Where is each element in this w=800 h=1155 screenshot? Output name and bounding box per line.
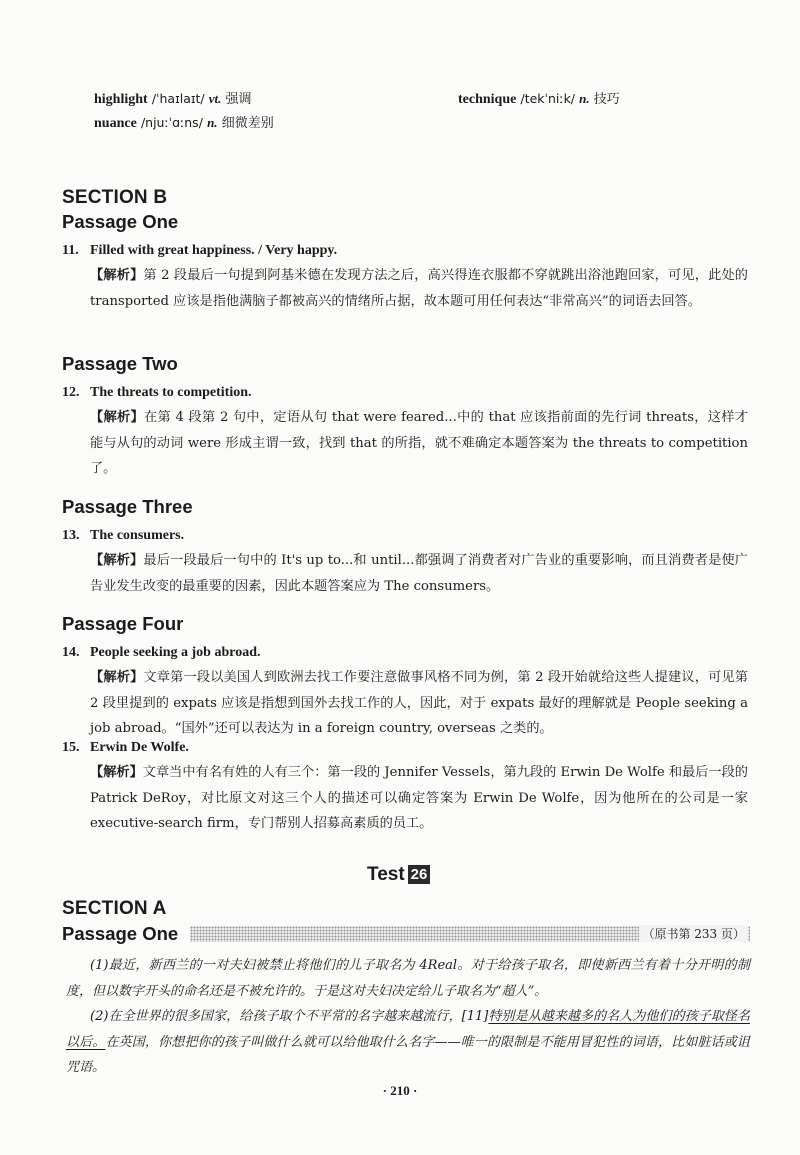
passage-title: Passage Two	[62, 353, 178, 374]
question-number: 11.	[62, 243, 79, 258]
analysis-tag: 【解析】	[90, 670, 144, 685]
reading-paragraph	[66, 1004, 750, 1081]
explanation	[90, 665, 748, 742]
vocab-entry	[94, 112, 274, 132]
reading-paragraph: (1)最近，新西兰的一对夫妇被禁止将他们的儿子取名为 4Real。对于给孩子取名，即使新西兰有着十分开明的制度，但以数字开头的命名还是不被允许的。于是这对夫妇决定给儿子取名为“超人”。	[66, 958, 750, 999]
analysis-tag: 【解析】	[90, 268, 144, 283]
vocab-word: nuance	[94, 116, 137, 131]
passage-title: Passage One	[62, 923, 179, 944]
explanation-text: 文章第一段以美国人到欧洲去找工作要注意做事风格不同为例，第 2 段开始就给这些人提建议，可见第 2 段里提到的 expats 应该是指想到国外去找工作的人，因此，对于 expats 最好的理解就是 People seeking a job abroad。“国外”还可以表达为 in a foreign country, overseas 之类的。	[90, 670, 748, 736]
explanation	[90, 548, 748, 599]
vocab-word: highlight	[94, 92, 148, 107]
question-answer	[62, 740, 189, 756]
question-number: 12.	[62, 385, 80, 400]
explanation-text: 第 2 段最后一句提到阿基米德在发现方法之后，高兴得连衣服都不穿就跳出浴池跑回家，可见，此处的 transported 应该是指他满脑子都被高兴的情绪所占据，故本题可用任何表达“非常高兴”的词语去回答。	[90, 268, 748, 309]
paragraph-text: 在英国，你想把你的孩子叫做什么就可以给他取什么名字——唯一的限制是不能用冒犯性的词语，比如脏话或诅咒语。	[66, 1034, 750, 1075]
test-number: 26	[408, 865, 431, 884]
vocab-meaning: 强调	[225, 92, 252, 107]
vocab-pos: n.	[207, 115, 218, 130]
question-answer	[62, 385, 252, 401]
test-heading	[367, 864, 430, 886]
question-answer	[62, 645, 260, 661]
explanation	[90, 405, 748, 482]
test-label: Test	[367, 864, 405, 885]
vocab-pos: n.	[579, 91, 590, 106]
answer-text: The threats to competition.	[90, 385, 252, 400]
analysis-tag: 【解析】	[90, 410, 145, 425]
question-number: 14.	[62, 645, 80, 660]
question-number: 13.	[62, 528, 80, 543]
vocab-entry	[458, 88, 620, 108]
question-number: 15.	[62, 740, 80, 755]
passage-title: Passage Three	[62, 496, 193, 517]
vocab-phonetic: /ˈhaɪlaɪt/	[151, 91, 205, 106]
explanation-text: 在第 4 段第 2 句中，定语从句 that were feared...中的 that 应该指前面的先行词 threats，这样才能与从句的动词 were 形成主谓一致，找到 that 的所指，就不难确定本题答案为 the threats to competition 了。	[90, 410, 749, 476]
original-page-reference: （原书第 233 页）	[639, 925, 748, 942]
section-title: SECTION A	[62, 898, 167, 919]
vocab-phonetic: /tekˈniːk/	[520, 91, 576, 106]
answer-text: Filled with great happiness. / Very happy.	[90, 243, 338, 258]
explanation	[90, 263, 748, 314]
question-answer	[62, 243, 337, 259]
analysis-tag: 【解析】	[90, 553, 144, 568]
passage-title: Passage One	[62, 211, 179, 232]
answer-text: The consumers.	[90, 528, 185, 543]
analysis-tag: 【解析】	[90, 765, 143, 780]
question-answer	[62, 528, 184, 544]
answer-text: People seeking a job abroad.	[90, 645, 261, 660]
page-number: · 210 ·	[382, 1083, 418, 1098]
answer-text: Erwin De Wolfe.	[90, 740, 189, 755]
explanation-text: 最后一段最后一句中的 It's up to...和 until...都强调了消费者对广告业的重要影响，而且消费者是使广告业发生改变的最重要的因素，因此本题答案应为 The consumers。	[90, 553, 748, 594]
underlined-text: 特别是从越来越多的名人为他们的孩子取怪名以后。	[66, 1009, 750, 1050]
vocab-pos: vt.	[208, 91, 222, 106]
explanation	[90, 760, 748, 837]
vocab-meaning: 技巧	[593, 92, 620, 107]
vocab-word: technique	[458, 92, 517, 107]
paragraph-text: (2)在全世界的很多国家，给孩子取个不平常的名字越来越流行，[11]	[90, 1009, 489, 1024]
vocab-entry	[94, 88, 252, 108]
vocab-meaning: 细微差别	[221, 116, 274, 131]
passage-title: Passage Four	[62, 613, 184, 634]
vocab-phonetic: /njuːˈɑːns/	[140, 115, 203, 130]
section-title: SECTION B	[62, 187, 168, 208]
explanation-text: 文章当中有名有姓的人有三个：第一段的 Jennifer Vessels，第九段的 Erwin De Wolfe 和最后一段的 Patrick DeRoy，对比原文对这三个人的描述可以确定答案为 Erwin De Wolfe，因为他所在的公司是一家 executive-search firm，专门帮别人招募高素质的员工。	[90, 765, 748, 831]
